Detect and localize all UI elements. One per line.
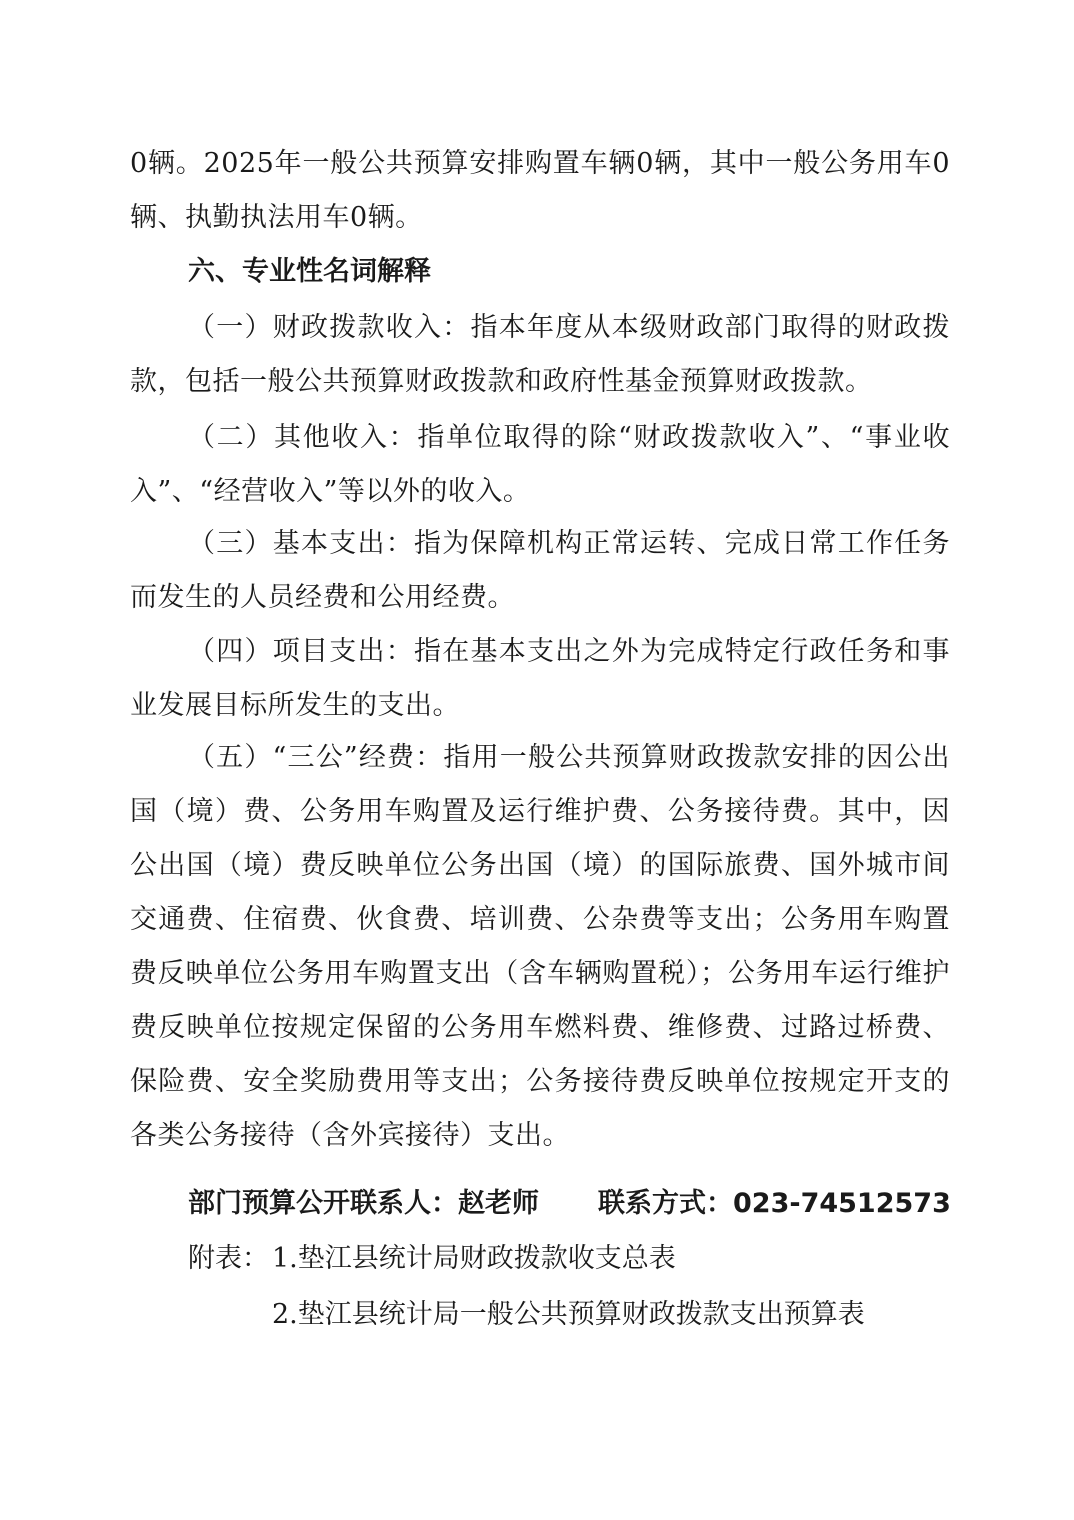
paragraph-term-5: （五）“三公”经费：指用一般公共预算财政拨款安排的因公出国（境）费、公务用车购置及运行维护费、公务接待费。其中，因公出国（境）费反映单位公务出国（境）的国际旅费、国外城市间交通费、住宿费、伙食费、培训费、公杂费等支出；公务用车购置费反映单位公务用车购置支出（含车辆购置税）；公务用车运行维护费反映单位按规定保留的公务用车燃料费、维修费、过路过桥费、保险费、安全奖励费用等支出；公务接待费反映单位按规定开支的各类公务接待（含外宾接待）支出。 — [130, 742, 950, 1151]
section-heading-terms: 六、专业性名词解释 — [188, 256, 431, 287]
paragraph-vehicles: 0辆。2025年一般公共预算安排购置车辆0辆，其中一般公务用车0辆、执勤执法用车0辆。 — [130, 148, 950, 233]
contact-person: 部门预算公开联系人：赵老师 — [188, 1188, 539, 1219]
attachments-label: 附表： — [188, 1243, 269, 1274]
paragraph-term-2: （二）其他收入：指单位取得的除“财政拨款收入”、“事业收入”、“经营收入”等以外的收入。 — [130, 422, 950, 507]
paragraph-term-4: （四）项目支出：指在基本支出之外为完成特定行政任务和事业发展目标所发生的支出。 — [130, 636, 950, 721]
attachment-item-2: 2.垫江县统计局一般公共预算财政拨款支出预算表 — [272, 1299, 865, 1330]
contact-phone: 联系方式：023-74512573 — [598, 1188, 951, 1219]
paragraph-term-1: （一）财政拨款收入：指本年度从本级财政部门取得的财政拨款，包括一般公共预算财政拨款和政府性基金预算财政拨款。 — [130, 312, 950, 397]
paragraph-term-3: （三）基本支出：指为保障机构正常运转、完成日常工作任务而发生的人员经费和公用经费。 — [130, 528, 950, 613]
attachment-item-1: 1.垫江县统计局财政拨款收支总表 — [272, 1243, 676, 1274]
